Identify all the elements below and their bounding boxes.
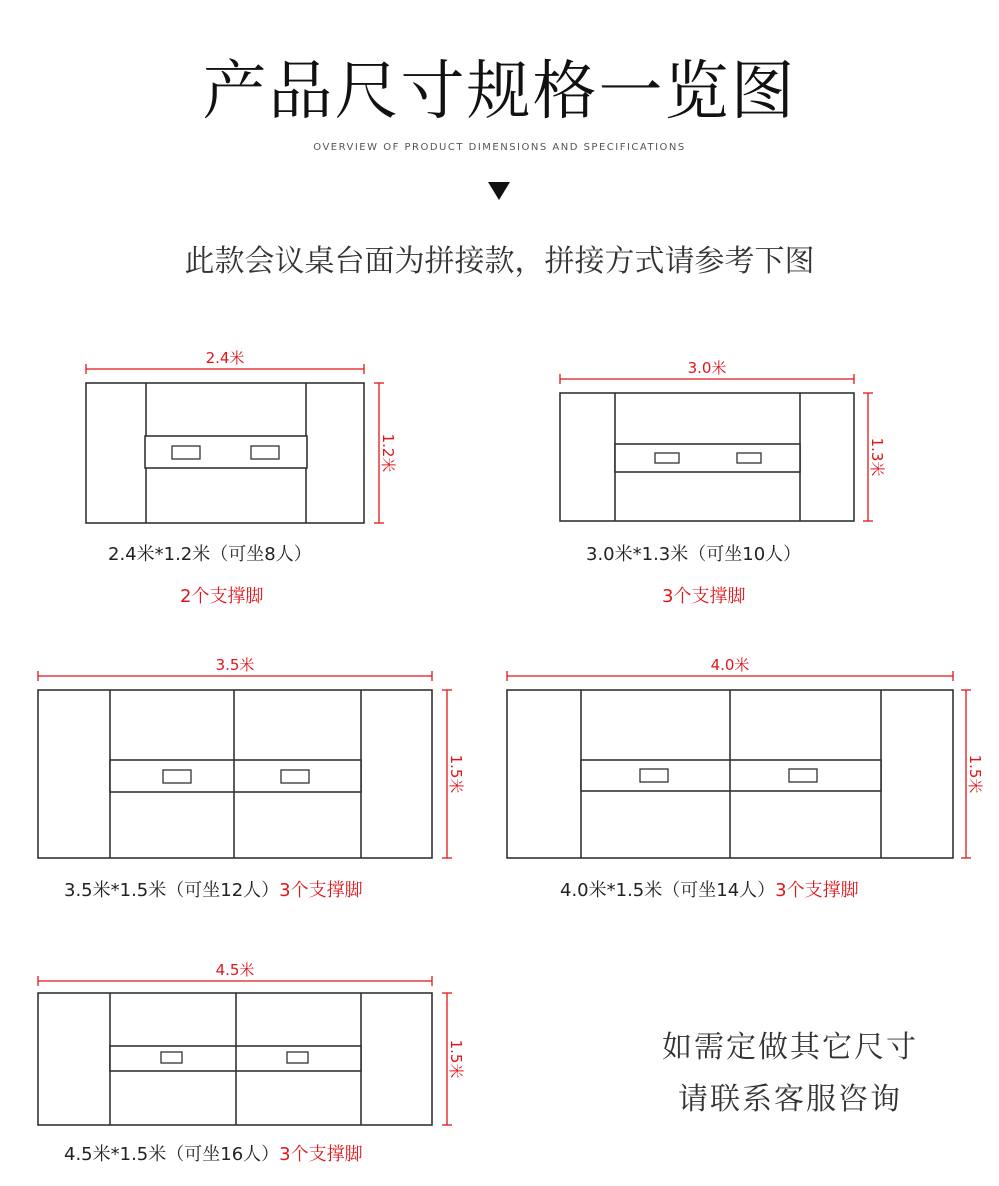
table-2-length-label: 3.0米 [687, 359, 727, 377]
table-3-cable-tray [110, 760, 361, 792]
table-5-legs: 3个支撑脚 [279, 1144, 363, 1165]
table-2-cable-tray [615, 444, 800, 472]
table-1-outlet-1 [172, 446, 200, 459]
table-4-width-label: 1.5米 [966, 754, 984, 794]
table-5-outlet-1 [161, 1052, 182, 1063]
table-1-length-label: 2.4米 [205, 349, 245, 367]
table-4-spec: 4.0米*1.5米（可坐14人） [560, 880, 776, 901]
table-3-legs: 3个支撑脚 [279, 880, 363, 901]
table-3-caption [64, 876, 363, 902]
table-3-length-label: 3.5米 [215, 656, 255, 674]
table-5-outlet-2 [287, 1052, 308, 1063]
table-3-outlet-2 [281, 770, 309, 783]
custom-size-note-line1: 如需定做其它尺寸 [662, 1030, 918, 1065]
table-4-outlet-2 [789, 769, 817, 782]
page-title: 产品尺寸规格一览图 [202, 55, 797, 129]
table-2-legs: 3个支撑脚 [662, 586, 746, 607]
table-1-cable-tray [145, 436, 307, 468]
table-4-legs: 3个支撑脚 [775, 880, 859, 901]
table-2-outlet-2 [737, 453, 761, 463]
table-4-length-label: 4.0米 [710, 656, 750, 674]
table-2-outlet-1 [655, 453, 679, 463]
table-4-cable-tray [581, 760, 881, 791]
page-subtitle: OVERVIEW OF PRODUCT DIMENSIONS AND SPECIFICATIONS [313, 142, 686, 153]
table-5-width-label: 1.5米 [447, 1039, 465, 1079]
table-2-spec: 3.0米*1.3米（可坐10人） [586, 544, 802, 565]
table-5-length-label: 4.5米 [215, 961, 255, 979]
table-1-spec: 2.4米*1.2米（可坐8人） [108, 544, 312, 565]
table-1-legs: 2个支撑脚 [180, 586, 264, 607]
table-5-caption [64, 1140, 363, 1166]
table-4-outlet-1 [640, 769, 668, 782]
table-4-caption [560, 876, 859, 902]
table-3-outlet-1 [163, 770, 191, 783]
table-5-spec: 4.5米*1.5米（可坐16人） [64, 1144, 280, 1165]
custom-size-note-line2: 请联系客服咨询 [678, 1082, 902, 1117]
table-1-width-label: 1.2米 [379, 433, 397, 473]
table-3-width-label: 1.5米 [447, 754, 465, 794]
table-2-width-label: 1.3米 [868, 437, 886, 477]
table-1-outlet-2 [251, 446, 279, 459]
intro-text: 此款会议桌台面为拼接款，拼接方式请参考下图 [184, 244, 815, 279]
table-3-spec: 3.5米*1.5米（可坐12人） [64, 880, 280, 901]
